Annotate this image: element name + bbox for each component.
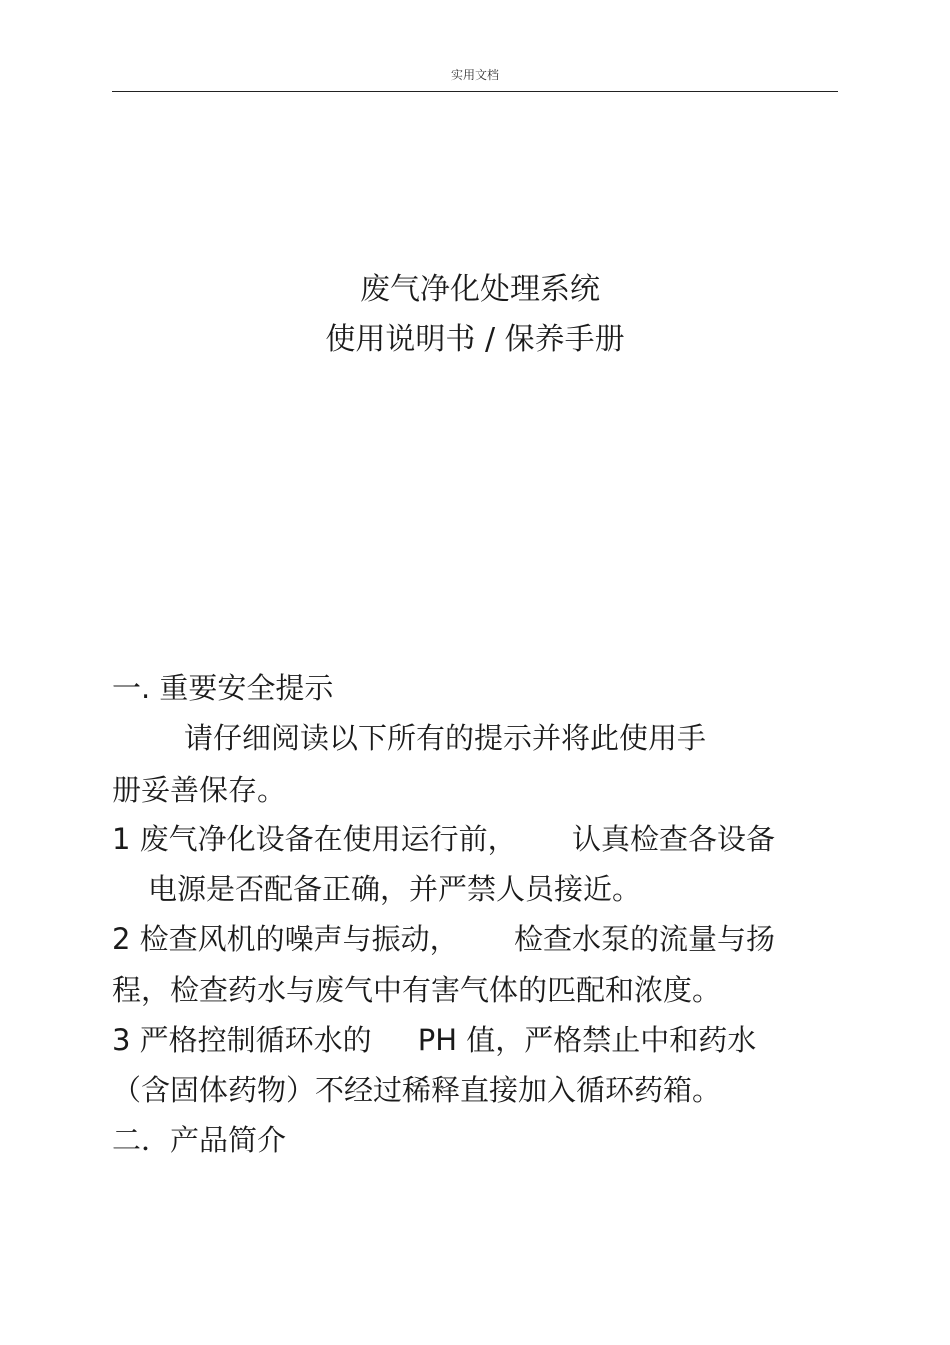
paragraph-line: 册妥善保存。 bbox=[112, 773, 287, 807]
section-heading-safety: 一. 重要安全提示 bbox=[112, 671, 334, 705]
list-item-1-line-2: 电源是否配备正确，并严禁人员接近。 bbox=[148, 872, 642, 906]
title-line-2: 使用说明书 / 保养手册 bbox=[325, 322, 625, 357]
paragraph-line: 请仔细阅读以下所有的提示并将此使用手 bbox=[184, 721, 707, 755]
section-heading-product: 二．产品简介 bbox=[112, 1123, 287, 1157]
header-divider bbox=[112, 91, 838, 92]
header-text: 实用文档 bbox=[450, 68, 499, 82]
list-item-1-line-1: 1 废气净化设备在使用运行前， 认真检查各设备 bbox=[112, 822, 775, 856]
list-item-2-line-1: 2 检查风机的噪声与振动， 检查水泵的流量与扬 bbox=[112, 922, 775, 956]
list-item-3-line-2: （含固体药物）不经过稀释直接加入循环药箱。 bbox=[112, 1073, 722, 1107]
title-line-1: 废气净化处理系统 bbox=[360, 272, 600, 307]
list-item-3-line-1: 3 严格控制循环水的 PH 值，严格禁止中和药水 bbox=[112, 1023, 757, 1057]
list-item-2-line-2: 程，检查药水与废气中有害气体的匹配和浓度。 bbox=[112, 973, 722, 1007]
